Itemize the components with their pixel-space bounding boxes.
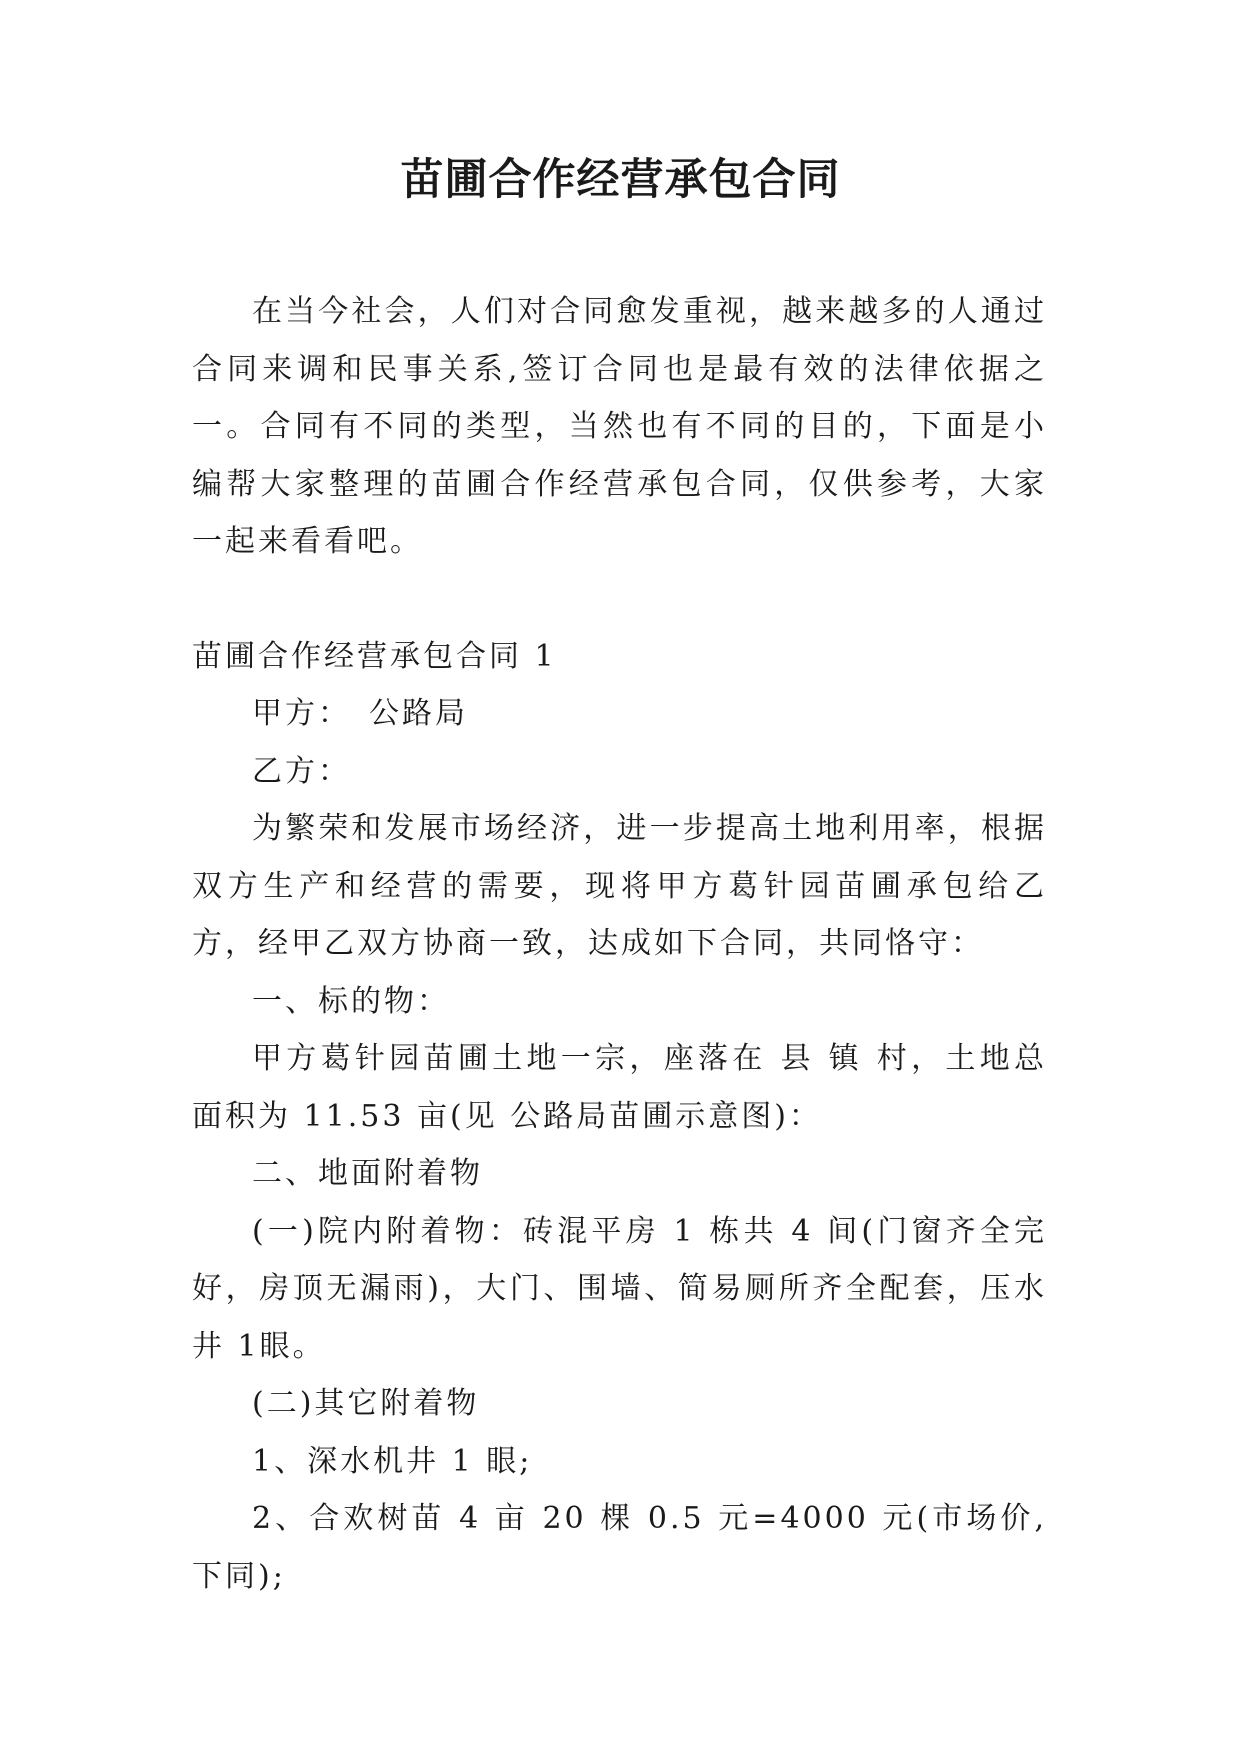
document-body: [192, 283, 1047, 1605]
party-a-line: 甲方： 公路局: [252, 696, 468, 731]
clause1-text: 甲方葛针园苗圃土地一宗，座落在 县 镇 村，土地总面积为 11.53 亩(见 公路局苗圃示意图)：: [192, 1041, 1047, 1134]
intro-paragraph: 在当今社会，人们对合同愈发重视，越来越多的人通过合同来调和民事关系,签订合同也是最有效的法律依据之一。合同有不同的类型，当然也有不同的目的，下面是小编帮大家整理的苗圃合作经营承包合同，仅供参考，大家一起来看看吧。: [192, 294, 1047, 559]
document-title: 苗圃合作经营承包合同: [400, 155, 841, 205]
clause2-item1: (一)院内附着物：砖混平房 1 栋共 4 间(门窗齐全完好，房顶无漏雨)，大门、围墙、简易厕所齐全配套，压水井 1眼。: [192, 1213, 1047, 1364]
party-b-line: 乙方：: [252, 753, 351, 789]
clause2-sub2: 2、合欢树苗 4 亩 20 棵 0.5 元=4000 元(市场价,下同);: [192, 1501, 1047, 1594]
clause2-heading: 二、地面附着物: [252, 1156, 483, 1191]
clause2-item2: (二)其它附着物: [252, 1386, 480, 1421]
preamble-paragraph: 为繁荣和发展市场经济，进一步提高土地利用率，根据双方生产和经营的需要，现将甲方葛针园苗圃承包给乙方，经甲乙双方协商一致，达成如下合同，共同恪守：: [192, 811, 1047, 961]
section-heading: 苗圃合作经营承包合同 1: [192, 638, 557, 674]
clause2-sub1: 1、深水机井 1 眼;: [252, 1443, 533, 1479]
clause1-heading: 一、标的物：: [252, 983, 450, 1019]
paragraph-spacer: [192, 571, 1047, 628]
